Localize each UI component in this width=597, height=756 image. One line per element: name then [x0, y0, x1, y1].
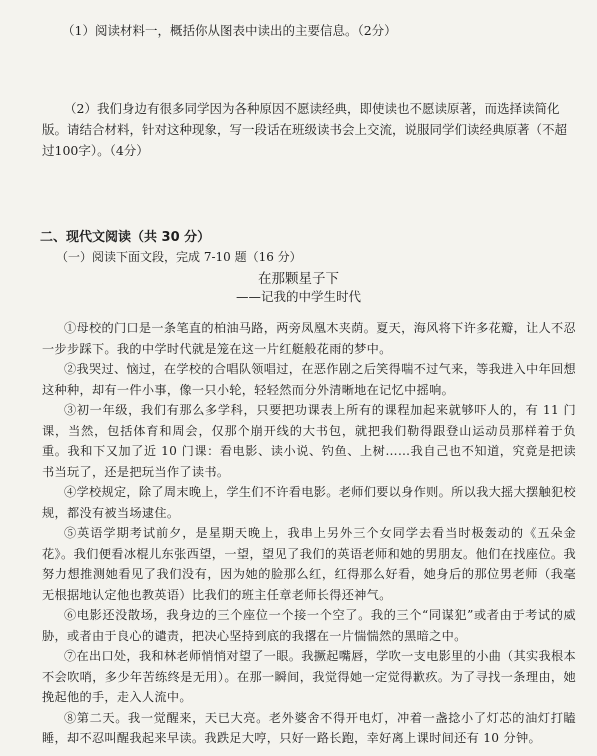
- paragraph-5: ⑤英语学期考试前夕，是星期天晚上，我串上另外三个女同学去看当时极轰动的《五朵金花》。我们便看冰棍儿东张西望，一望，望见了我们的英语老师和她的男朋友。他们在找座位。我努力想推测她看见了我们没有，因为她的脸那么红，红得那么好看，她身后的那位男老师（我毫无根据地认定他也教英语）比我们的班主任章老师长得还神气。: [42, 526, 576, 602]
- article-subtitle: ——记我的中学生时代: [235, 289, 361, 304]
- paragraph-2: ②我哭过、恼过，在学校的合唱队领唱过，在恶作剧之后笑得喘不过气来，等我进入中年回想这种种，却有一件小事，像一只小轮，轻轻然而分外清晰地在记忆中摇响。: [42, 362, 576, 397]
- section-subheading: （一）阅读下面文段，完成 7-10 题（16 分）: [56, 250, 302, 264]
- article-title: 在那颗星子下: [258, 271, 339, 287]
- paragraph-6: ⑥电影还没散场，我身边的三个座位一个接一个空了。我的三个“同谋犯”或者由于考试的威胁，或者由于良心的谴责，把决心坚持到底的我撂在一片惴惴然的黑暗之中。: [42, 608, 576, 643]
- paragraph-3: ③初一年级，我们有那么多学科，只要把功课表上所有的课程加起来就够吓人的，有 11 门课，当然，包括体育和周会，仅那个崩开线的大书包，就把我们勒得跟登山运动员那样着于负重。我和下又加了近 10 门课：看电影、读小说、钓鱼、上树……我自己也不知道，究竟是把读书当玩了，还是把玩当作了读书。: [42, 403, 576, 479]
- article-body: [42, 318, 576, 749]
- question-2: （2）我们身边有很多同学因为各种原因不愿读经典，即使读也不愿读原著，而选择读简化版。请结合材料，针对这种现象，写一段话在班级读书会上交流，说服同学们读经典原著（不超过100字）。（4分）: [42, 101, 568, 158]
- paragraph-1: ①母校的门口是一条笔直的柏油马路，两旁凤凰木夹荫。夏天，海风将下许多花瓣，让人不忍一步步踩下。我的中学时代就是笼在这一片红艇般花雨的梦中。: [42, 321, 576, 356]
- paragraph-7: ⑦在出口处，我和林老师悄悄对望了一眼。我撅起嘴唇，学吹一支电影里的小曲（其实我根本不会吹哨，多少年苦练终是无用）。在那一瞬间，我觉得她一定觉得歉疚。为了寻找一条理由，她挽起他的手，走入人流中。: [42, 649, 576, 704]
- question-1: （1）阅读材料一，概括你从图表中读出的主要信息。（2分）: [62, 23, 397, 38]
- paragraph-8: ⑧第二天。我一觉醒来，天已大亮。老外婆舍不得开电灯，冲着一盏捻小了灯芯的油灯打瞌睡，却不忍叫醒我起来早读。我跌足大哼，只好一路长跑，幸好离上课时间还有 10 分钟。: [42, 710, 576, 745]
- paragraph-4: ④学校规定，除了周末晚上，学生们不许看电影。老师们要以身作则。所以我大摇大摆触犯校规，都没有被当场逮住。: [42, 485, 576, 520]
- section-heading: 二、现代文阅读（共 30 分）: [40, 230, 211, 245]
